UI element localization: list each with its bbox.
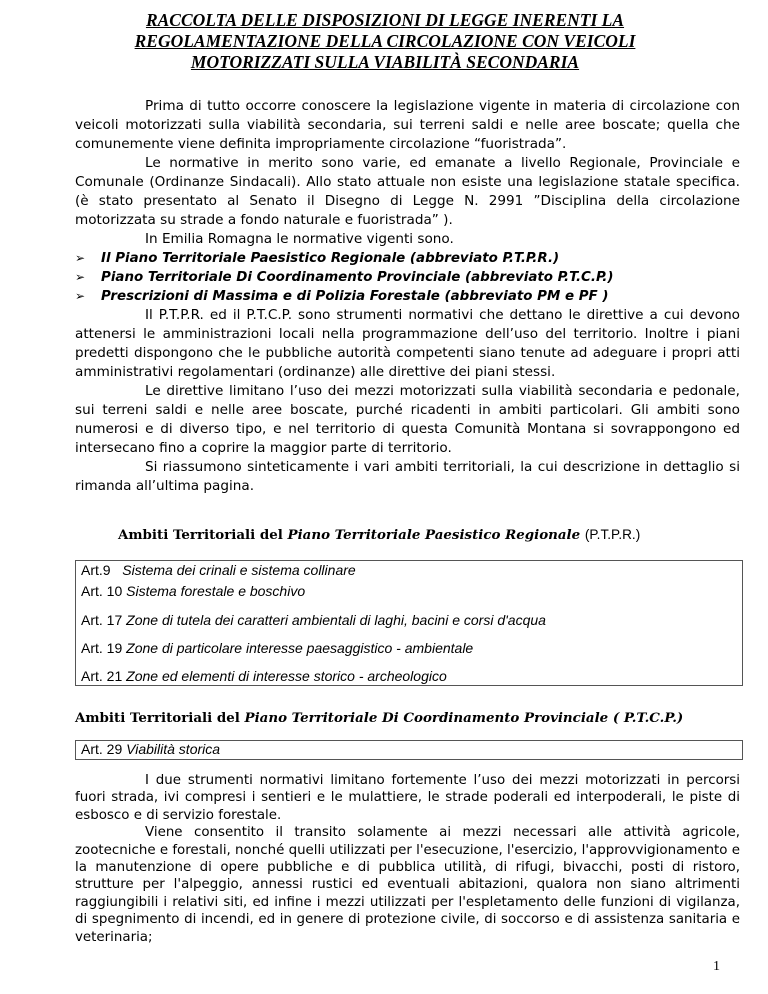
- title-line-2: REGOLAMENTAZIONE DELLA CIRCOLAZIONE CON VEICOLI: [134, 31, 636, 51]
- intro-paragraph-3: In Emilia Romagna le normative vigenti sono.: [145, 231, 454, 247]
- regulation-list: [75, 249, 740, 306]
- list-item: ➢ Prescrizioni di Massima e di Polizia Forestale (abbreviato PM e PF ): [75, 289, 609, 304]
- closing-paragraph-2: Viene consentito il transito solamente ai mezzi necessari alle attività agricole, zootecniche e forestali, nonché quelli utilizzati per l'esecuzione, l'esercizio, l'approvvigionamento e la manutenzione di opere pubbliche e di pubblica utilità, di rifugi, bivacchi, posti di ristoro, strutture per l'alpeggio, annessi rustici ed eventuali abitazioni, qualora non siano altrimenti raggiungibili i relativi siti, ed infine i mezzi utilizzati per l'espletamento delle funzioni di vigilanza, di spegnimento di incendi, ed in genere di protezione civile, di soccorso e di assistenza sanitaria e veterinaria;: [75, 825, 740, 945]
- document-title: [80, 10, 690, 73]
- ptcp-articles-box: [75, 740, 743, 760]
- ptpr-articles-box: [75, 560, 743, 686]
- closing-paragraph-1: I due strumenti normativi limitano fortemente l’uso dei mezzi motorizzati in percorsi fuori strada, ivi compresi i sentieri e le mulattiere, le strade poderali ed interpoderali, le piste di esbosco e di servizio forestale.: [75, 773, 740, 823]
- list-item: ➢ Piano Territoriale Di Coordinamento Provinciale (abbreviato P.T.C.P.): [75, 270, 614, 285]
- table-row: Art. 17 Zone di tutela dei caratteri ambientali di laghi, bacini e corsi d'acqua: [81, 612, 546, 628]
- list-item: ➢ Il Piano Territoriale Paesistico Regionale (abbreviato P.T.P.R.): [75, 251, 560, 266]
- ptpr-heading: Ambiti Territoriali del Piano Territoriale Paesistico Regionale (P.T.P.R.): [118, 527, 641, 543]
- title-line-3: MOTORIZZATI SULLA VIABILITÀ SECONDARIA: [190, 52, 580, 72]
- closing-section: [75, 772, 740, 946]
- title-line-1: RACCOLTA DELLE DISPOSIZIONI DI LEGGE INERENTI LA: [145, 10, 625, 30]
- table-row: Art. 21 Zone ed elementi di interesse storico - archeologico: [81, 668, 447, 684]
- table-row: Art. 10 Sistema forestale e boschivo: [81, 583, 306, 599]
- arrowhead-bullet-icon: ➢: [75, 270, 86, 284]
- intro-paragraph-1: Prima di tutto occorre conoscere la legislazione vigente in materia di circolazione con veicoli motorizzati sulla viabilità secondaria, sui terreni saldi e nelle aree boscate; quella che comunemente viene definita impropriamente circolazione “fuoristrada”.: [75, 98, 740, 152]
- intro-section: [75, 97, 740, 496]
- table-row: Art. 19 Zone di particolare interesse paesaggistico - ambientale: [81, 640, 474, 656]
- arrowhead-bullet-icon: ➢: [75, 251, 86, 265]
- table-row: Art. 29 Viabilità storica: [81, 741, 221, 757]
- page-number: 1: [713, 959, 720, 974]
- intro-paragraph-2: Le normative in merito sono varie, ed emanate a livello Regionale, Provinciale e Comunale (Ordinanze Sindacali). Allo stato attuale non esiste una legislazione statale specifica. (è stato presentato al Senato il Disegno di Legge N. 2991 ”Disciplina della circolazione motorizzata su strade a fondo naturale e fuoristrada” ).: [75, 155, 740, 228]
- table-row: Art.9 Sistema dei crinali e sistema collinare: [81, 562, 356, 578]
- arrowhead-bullet-icon: ➢: [75, 289, 86, 303]
- intro-paragraph-5: Le direttive limitano l’uso dei mezzi motorizzati sulla viabilità secondaria e pedonale, sui terreni saldi e nelle aree boscate, purché ricadenti in ambiti particolari. Gli ambiti sono numerosi e di diverso tipo, e nel territorio di questa Comunità Montana si sovrappongono ed intersecano fino a coprire la maggior parte di territorio.: [75, 383, 740, 456]
- intro-paragraph-6: Si riassumono sinteticamente i vari ambiti territoriali, la cui descrizione in dettaglio si rimanda all’ultima pagina.: [75, 459, 740, 494]
- ptcp-heading: Ambiti Territoriali del Piano Territoriale Di Coordinamento Provinciale ( P.T.C.P.): [75, 710, 684, 726]
- intro-paragraph-4: Il P.T.P.R. ed il P.T.C.P. sono strumenti normativi che dettano le direttive a cui devono attenersi le amministrazioni locali nella programmazione dell’uso del territorio. Inoltre i piani predetti dispongono che le pubbliche autorità competenti siano tenute ad adeguare i propri atti amministrativi regolamentari (ordinanze) alle direttive dei piani stessi.: [75, 307, 740, 380]
